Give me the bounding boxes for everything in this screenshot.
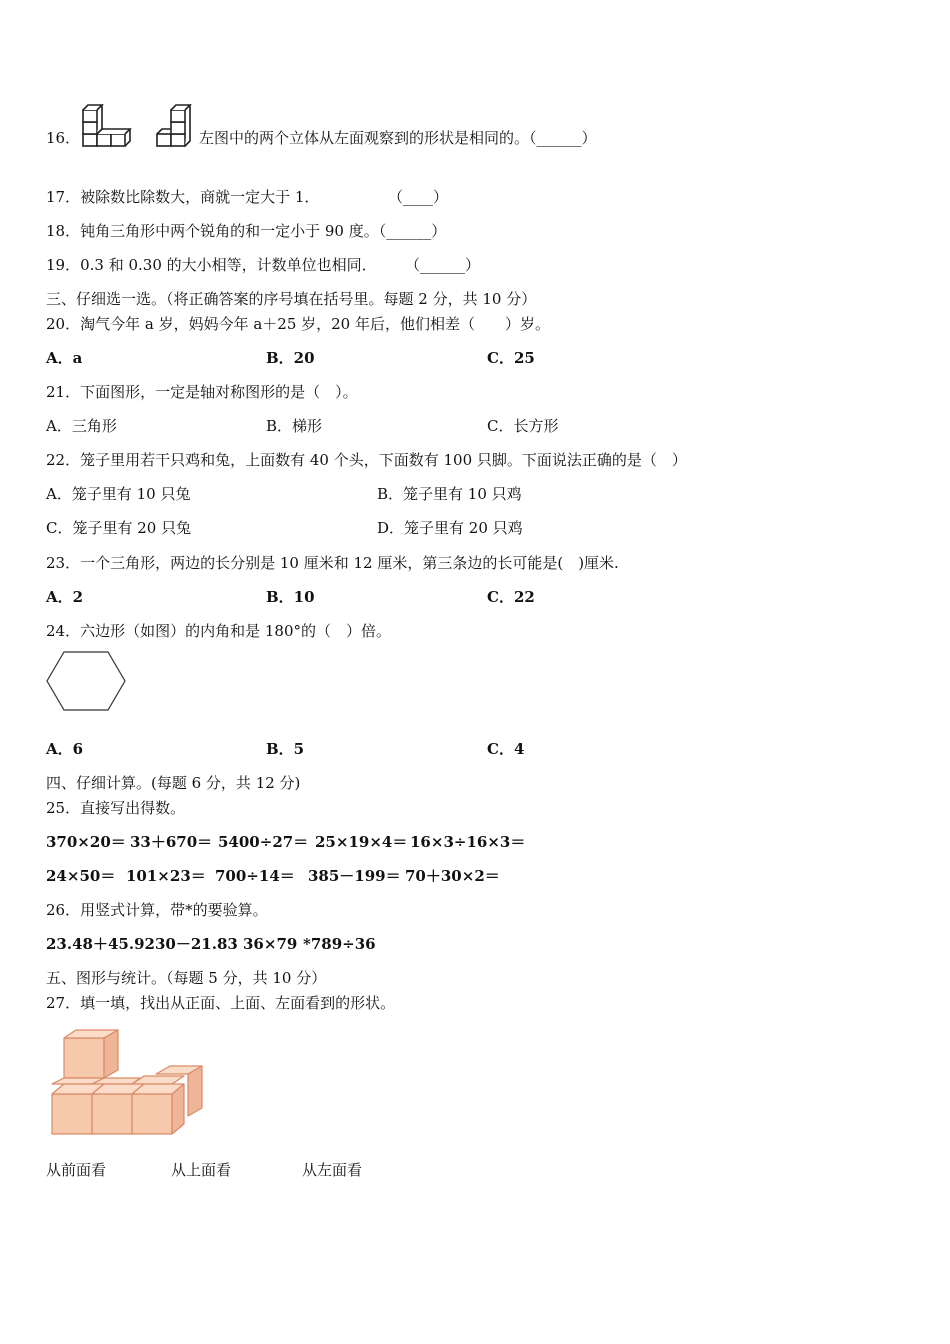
q16-text: 左图中的两个立体从左面观察到的形状是相同的。（______）: [199, 129, 597, 147]
q23-option-a[interactable]: A．2: [46, 588, 84, 606]
q17-text: 17．被除数比除数大，商就一定大于 1．: [46, 188, 320, 206]
q25-expr: 370×20＝: [46, 833, 126, 851]
q25-expr: 25×19×4＝: [315, 833, 408, 851]
q18-text: 18．钝角三角形中两个锐角的和一定小于 90 度。（______）: [46, 222, 447, 240]
q25-expr: 16×3÷16×3＝: [410, 833, 526, 851]
q24-text: 24．六边形（如图）的内角和是 180°的（ ）倍。: [46, 622, 391, 640]
q16-solid-right-figure: [154, 102, 200, 148]
q25-expr: 24×50＝: [46, 867, 116, 885]
q25-expr: 70＋30×2＝: [405, 867, 500, 885]
q22-text: 22．笼子里用若干只鸡和兔，上面数有 40 个头，下面数有 100 只脚。下面说法正确的是（ ）: [46, 451, 687, 469]
q26-expr: 36×79: [243, 935, 298, 953]
q22-option-b[interactable]: B．笼子里有 10 只鸡: [377, 485, 522, 503]
q23-text: 23．一个三角形，两边的长分别是 10 厘米和 12 厘米，第三条边的长可能是( )厘米.: [46, 554, 619, 572]
q21-option-c[interactable]: C．长方形: [487, 417, 559, 435]
q16-solid-left-figure: [80, 102, 132, 148]
q23-option-c[interactable]: C．22: [487, 588, 535, 606]
q25-expr: 385－199＝: [308, 867, 401, 885]
q24-option-a[interactable]: A．6: [46, 740, 84, 758]
q21-text: 21．下面图形，一定是轴对称图形的是（ ）。: [46, 383, 358, 401]
q20-option-a[interactable]: A．a: [46, 349, 83, 367]
q25-expr: 101×23＝: [126, 867, 206, 885]
q25-text: 25．直接写出得数。: [46, 799, 186, 817]
left-view-label: 从左面看: [302, 1161, 363, 1179]
q25-expr: 5400÷27＝: [218, 833, 309, 851]
q23-option-b[interactable]: B．10: [266, 588, 315, 606]
q25-expr: 33＋670＝: [130, 833, 213, 851]
q22-option-d[interactable]: D．笼子里有 20 只鸡: [377, 519, 523, 537]
hexagon-figure: [44, 650, 128, 714]
q19-text: 19．0.3 和 0.30 的大小相等，计数单位也相同．: [46, 256, 377, 274]
q26-expr: 30－21.83: [155, 935, 238, 953]
q17-answer-blank[interactable]: （____）: [388, 188, 449, 206]
q16-number: 16．: [46, 129, 81, 147]
front-view-label: 从前面看: [46, 1161, 107, 1179]
q26-text: 26．用竖式计算，带*的要验算。: [46, 901, 268, 919]
q21-option-a[interactable]: A．三角形: [46, 417, 117, 435]
q27-text: 27．填一填，找出从正面、上面、左面看到的形状。: [46, 994, 396, 1012]
q24-option-c[interactable]: C．4: [487, 740, 525, 758]
q22-option-a[interactable]: A．笼子里有 10 只兔: [46, 485, 191, 503]
section4-heading: 四、仔细计算。(每题 6 分，共 12 分): [46, 774, 301, 792]
q19-answer-blank[interactable]: （______）: [405, 256, 481, 274]
q20-text: 20．淘气今年 a 岁，妈妈今年 a＋25 岁，20 年后，他们相差（ ）岁。: [46, 315, 550, 333]
cube-stack-figure: [46, 1026, 206, 1140]
q21-option-b[interactable]: B．梯形: [266, 417, 323, 435]
section5-heading: 五、图形与统计。（每题 5 分，共 10 分）: [46, 969, 327, 987]
q20-option-c[interactable]: C．25: [487, 349, 535, 367]
q20-option-b[interactable]: B．20: [266, 349, 315, 367]
q25-expr: 700÷14＝: [215, 867, 295, 885]
section3-heading: 三、仔细选一选。（将正确答案的序号填在括号里。每题 2 分，共 10 分）: [46, 290, 537, 308]
q22-option-c[interactable]: C．笼子里有 20 只兔: [46, 519, 192, 537]
top-view-label: 从上面看: [171, 1161, 232, 1179]
q26-expr: *789÷36: [303, 935, 376, 953]
q26-expr: 23.48＋45.92: [46, 935, 155, 953]
q24-option-b[interactable]: B．5: [266, 740, 305, 758]
